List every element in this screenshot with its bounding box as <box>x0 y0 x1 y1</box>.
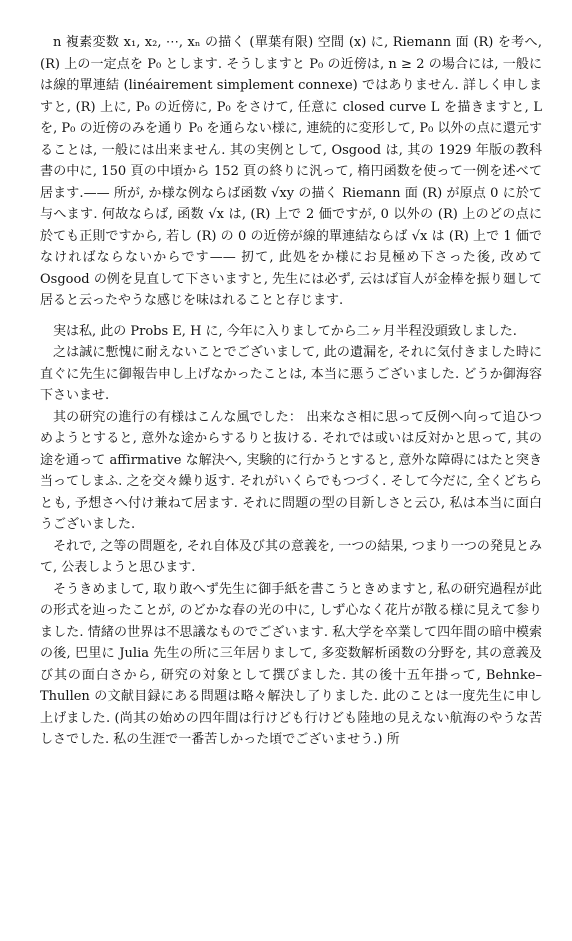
paragraph-probs-e-h: 実は私, 此の Probs E, H に, 今年に入りましてから二ヶ月半程没頭致しました. <box>53 323 517 339</box>
paragraph-apology: 之は誠に慙愧に耐えないことでございまして, 此の遺漏を, それに気付きました時に直ぐに先生に御報告申し上げなかったことは, 本当に悪うございました. どうか御海容下さいませ. <box>40 345 542 403</box>
paragraph-research-history: そうきめまして, 取り敢へず先生に御手紙を書こうときめますと, 私の研究過程が此の形式を辿ったことが, のどかな春の光の中に, しず心なく花片が散る様に見えて参りました. 情緒の世界は不思議なものでございます. 私大学を卒業して四年間の暗中模索の後, 巴里に Julia 先生の所に三年居りまして, 多変数解析函数の分野を, 其の意義及び其の面白さから, 研究の対象として撰びました. 其の後十五年掛って, Behnke–Thullen の文献目録にある問題は略々解決し了りました. 此のことは一度先生に申し上げました. (尚其の始めの四年間は行けども行けども陸地の見えない航海のやうな苦しさでした. 私の生涯で一番苦しかった頃でございませう.) 所 <box>40 581 542 747</box>
paragraph-research-progress: 其の研究の進行の有様はこんな風でした： 出来なさ相に思って反例へ向って追ひつめようとすると, 意外な途からするりと抜ける. それでは或いは反対かと思って, 其の途を通って affirmative な解決へ, 実験的に行かうとすると, 意外な障碍にはたと突き当ってしまふ. 之を交々繰り返す. それがいくらでもつづく. そして今だに, 全くどちらとも, 予想さへ付け兼ねて居ます. それに問題の型の目新しさと云ひ, 私は本当に面白うございました. <box>40 409 542 532</box>
paragraph-publication-plan: それで, 之等の問題を, それ自体及び其の意義を, 一つの結果, つまり一つの発見とみて, 公表しようと思ひます. <box>40 538 542 575</box>
paragraph-riemann-domain: n 複素変数 x₁, x₂, ⋯, xₙ の描く (單葉有限) 空間 (x) に, Riemann 面 (R) を考へ, (R) 上の一定点を P₀ とします. そうしますと P₀ の近傍は, n ≥ 2 の場合には, 一般には線的單連結 (linéairement simplement connexe) ではありません. 詳しく申しますと, (R) 上に, P₀ の近傍に, P₀ をさけて, 任意に closed curve L を描きますと, L を, P₀ の近傍のみを通り P₀ を通らない様に, 連続的に変形して, P₀ 以外の点に還元することは, 一般には出来ません. 其の実例として, Osgood は, 其の 1929 年版の教科書の中に, 150 頁の中頃から 152 頁の終りに汎って, 楕円函数を使って一例を述べて居ます.—— 所が, か様な例ならば函数 √xy の描く Riemann 面 (R) が原点 0 に於て与へます. 何故ならば, 函数 √x は, (R) 上で 2 価ですが, 0 以外の (R) 上のどの点に於ても正則ですから, 若し (R) の 0 の近傍が線的單連結ならば √x は (R) 上で 1 価でなければならないからです—— 扨て, 此処をか様にお見極め下さった後, 改めて Osgood の例を見直して下さいますと, 先生には必ず, 云はば盲人が金棒を振り廻して居ると云ったやうな感じを味はれることと存じます. <box>40 35 542 308</box>
